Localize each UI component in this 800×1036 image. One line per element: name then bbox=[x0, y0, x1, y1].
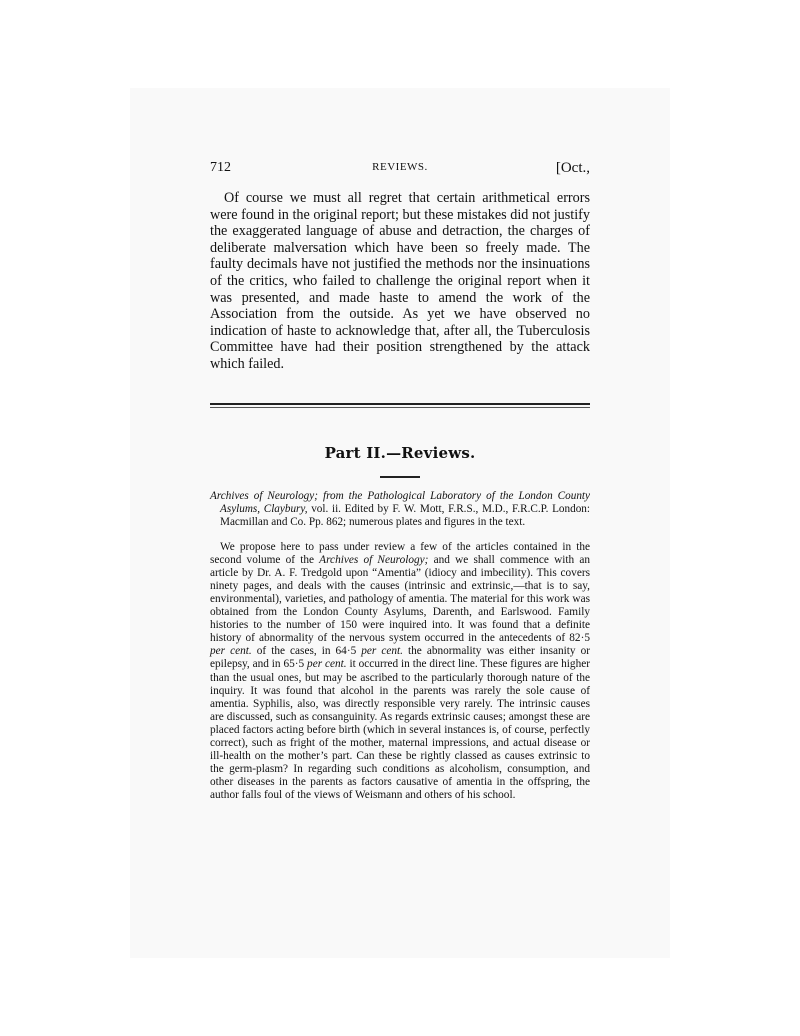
running-header bbox=[210, 160, 590, 184]
lead-paragraph: Of course we must all regret that certain arithmetical errors were found in the original report; but these mistakes did not justify the exaggerated language of abuse and detraction, the charges of deliberate malversation which have been so freely made. The faulty decimals have not justified the methods nor the insinuations of the critics, who failed to challenge the original report when it was presented, and made haste to amend the work of the Association from the outside. As yet we have observed no indication of haste to acknowledge that, after all, the Tuberculosis Committee have had their position strengthened by the attack which failed. bbox=[210, 190, 590, 372]
review-text-1: We propose here to pass under review a few of the articles contained in the second volume of the bbox=[210, 540, 590, 566]
section-heading: Part II.—Reviews. bbox=[324, 443, 476, 462]
issue-date: [Oct., bbox=[555, 160, 590, 176]
journal-name: Archives of Neurology; bbox=[319, 553, 429, 566]
section-divider bbox=[210, 403, 590, 408]
review-text-3: of the cases, in 64·5 bbox=[251, 645, 362, 658]
review-text-4: the abnormality was either insanity or epilepsy, and in 65·5 bbox=[210, 645, 590, 671]
heading-underline bbox=[380, 476, 420, 478]
citation-details: vol. ii. Edited by F. W. Mott, F.R.S., M.D., F.R.C.P. London: Macmillan and Co. Pp. 862; numerous plates and figures in the text. bbox=[220, 502, 590, 529]
review-text-5: it occurred in the direct line. These figures are higher than the usual ones, but may be ascribed to the particularly thorough nature of the inquiry. It was found that alcohol in the parents was rarely the sole cause of amentia. Syphilis, also, was directly responsible very rarely. The intrinsic causes are discussed, such as consanguinity. As regards extrinsic causes; amongst these are placed factors acting before birth (which in several instances is, of course, perfectly correct), such as fright of the mother, maternal impressions, and actual disease or ill-health on the mother’s part. Can these be rightly classed as causes extrinsic to the germ-plasm? In regarding such conditions as alcoholism, consumption, and other diseases in the parents as factors causative of amentia in the offspring, the author falls foul of the views of Weismann and others of his school. bbox=[210, 658, 591, 802]
running-title: REVIEWS. bbox=[372, 161, 428, 173]
per-cent-2: per cent. bbox=[361, 645, 403, 658]
review-body bbox=[210, 541, 590, 803]
per-cent-3: per cent. bbox=[307, 658, 347, 671]
per-cent-1: per cent. bbox=[210, 645, 252, 658]
review-citation bbox=[210, 490, 590, 530]
divider-thin-line bbox=[210, 407, 590, 408]
divider-thick-line bbox=[210, 403, 590, 405]
page-content bbox=[210, 160, 590, 814]
page-number: 712 bbox=[210, 160, 231, 175]
review-text-2: and we shall commence with an article by Dr. A. F. Tredgold upon “Amentia” (idiocy and imbecility). This covers ninety pages, and deals with the causes (intrinsic and extrinsic,—that is to say, environmental), varieties, and pathology of amentia. The material for this work was obtained from the London County Asylums, Darenth, and Earlswood. Family histories to the number of 150 were inquired into. It was found that a definite history of abnormality of the nervous system occurred in the antecedents of 82·5 bbox=[210, 553, 590, 645]
citation-title: Archives of Neurology; from the Pathological Laboratory of the London County Asylums, Claybury, bbox=[210, 489, 590, 515]
